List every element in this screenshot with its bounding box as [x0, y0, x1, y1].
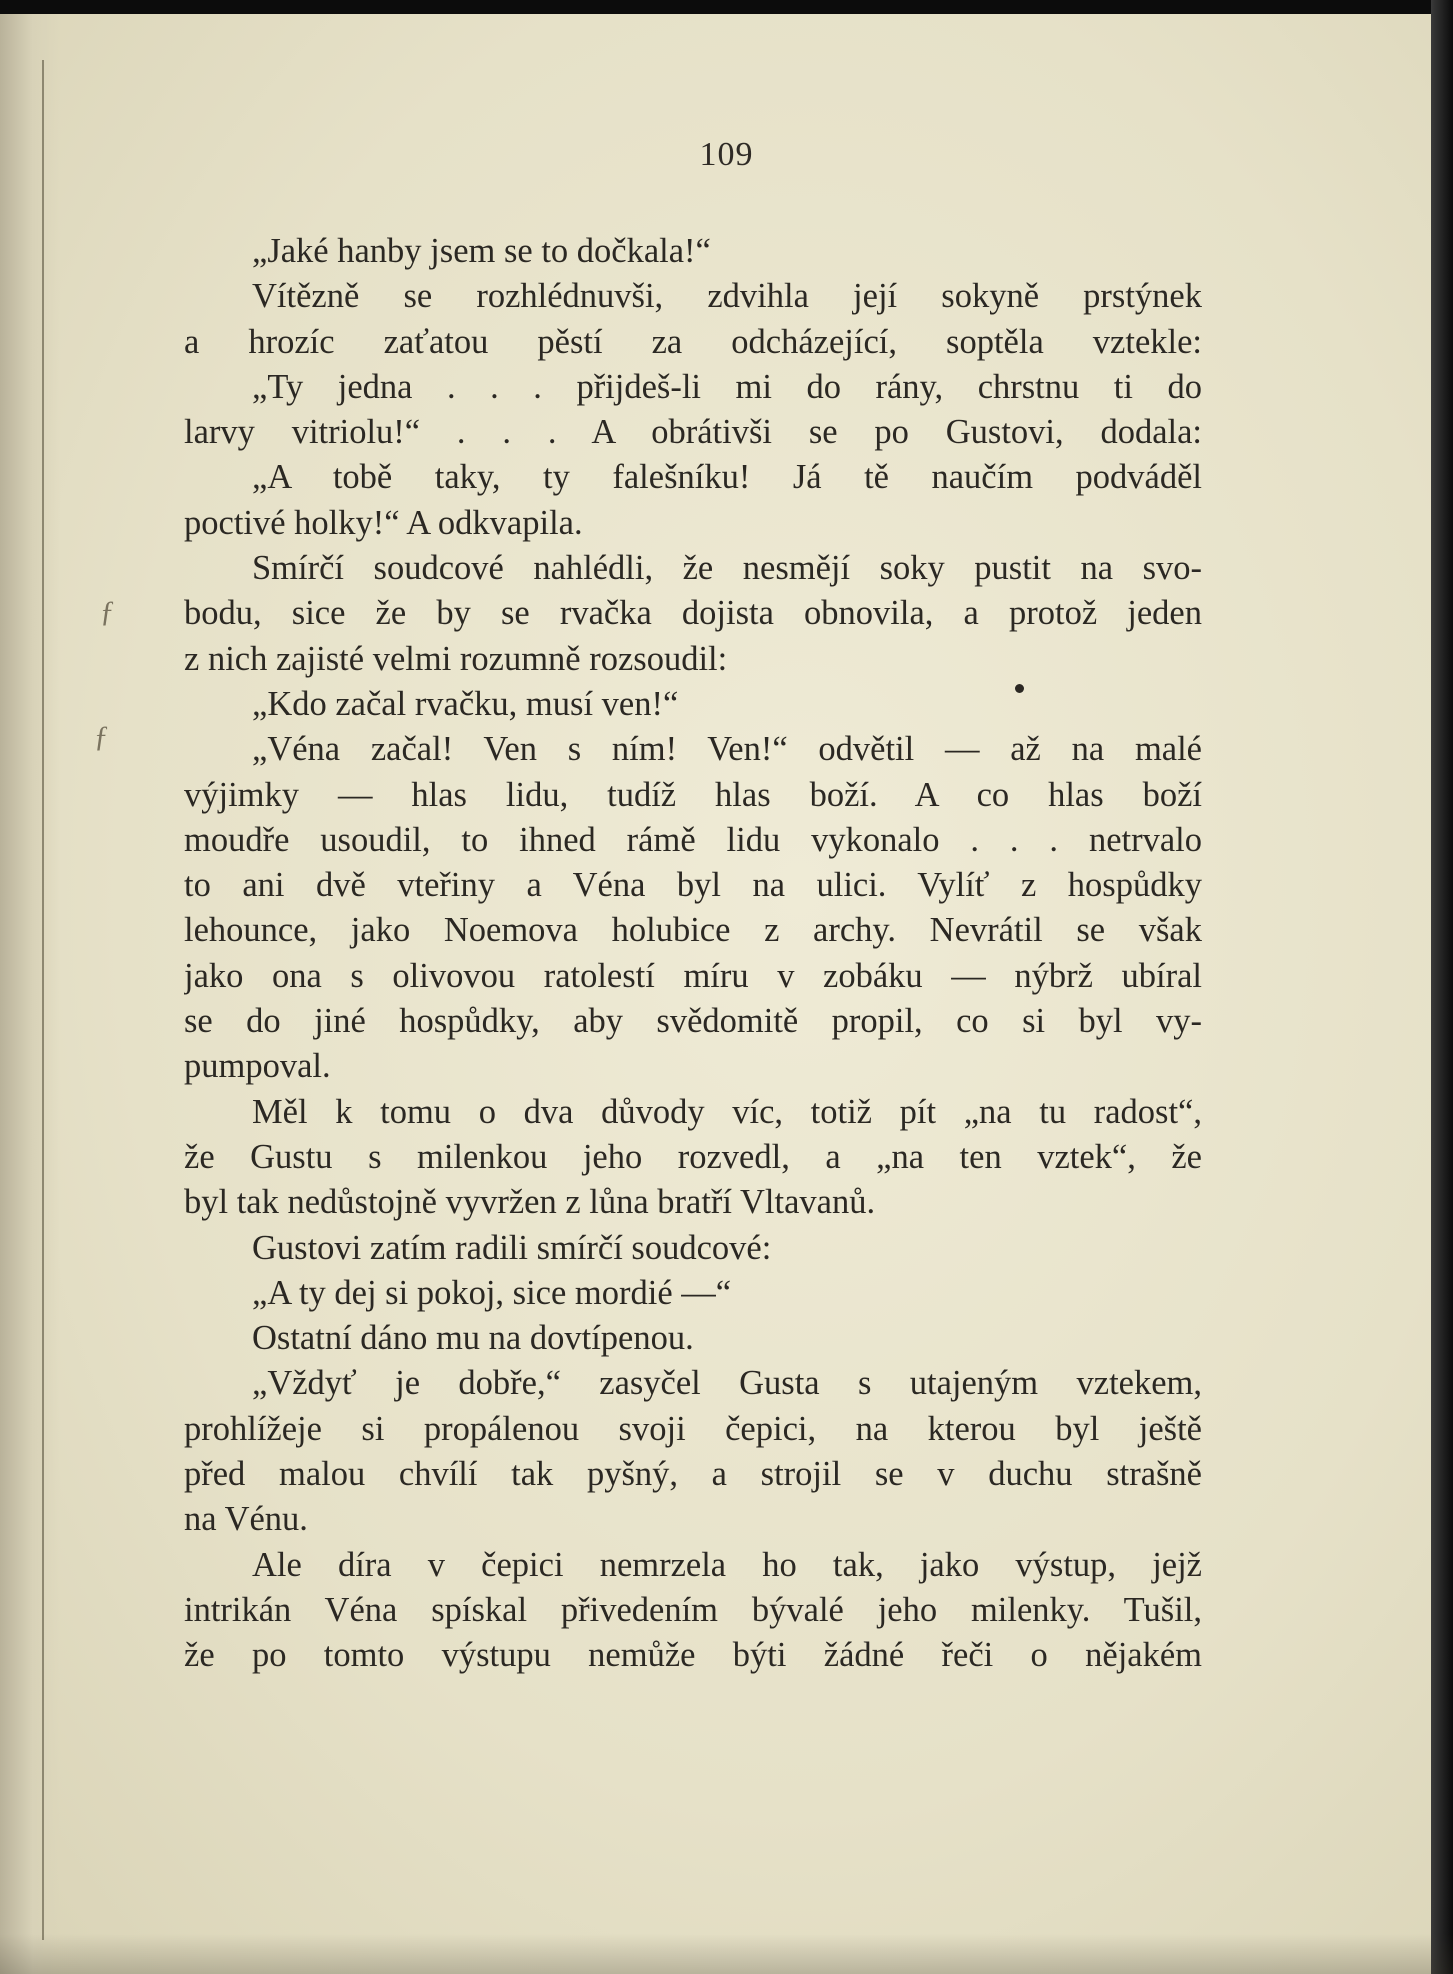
text-line: Ostatní dáno mu na dovtípenou.	[252, 1319, 694, 1358]
text-line: se do jiné hospůdky, aby svědomitě propil, co si byl vy-	[184, 1002, 1202, 1041]
text-line: Gustovi zatím radili smírčí soudcové:	[252, 1228, 772, 1267]
text-line: prohlížeje si propálenou svoji čepici, na kterou byl ještě	[184, 1409, 1202, 1448]
text-line: pumpoval.	[184, 1047, 331, 1086]
text-line: výjimky — hlas lidu, tudíž hlas boží. A co hlas boží	[184, 775, 1202, 814]
text-line: bodu, sice že by se rvačka dojista obnovila, a protož jeden	[184, 594, 1202, 633]
text-line: „Kdo začal rvačku, musí ven!“	[252, 684, 679, 723]
text-line: byl tak nedůstojně vyvržen z lůna bratří Vltavanů.	[184, 1183, 876, 1222]
text-line: larvy vitriolu!“ . . . A obrátivši se po Gustovi, dodala:	[184, 413, 1202, 452]
text-line: moudře usoudil, to ihned rámě lidu vykonalo . . . netrvalo	[184, 820, 1202, 859]
text-line: že Gustu s milenkou jeho rozvedl, a „na ten vztek“, že	[184, 1137, 1202, 1176]
text-line: Vítězně se rozhlédnuvši, zdvihla její sokyně prstýnek	[252, 277, 1202, 316]
scan-right-border	[1431, 0, 1453, 1974]
text-line: Ale díra v čepici nemrzela ho tak, jako výstup, jejž	[252, 1545, 1202, 1584]
text-line: „A ty dej si pokoj, sice mordié —“	[252, 1273, 732, 1312]
text-line: Měl k tomu o dva důvody víc, totiž pít „na tu radost“,	[252, 1092, 1202, 1131]
text-line: „Vždyť je dobře,“ zasyčel Gusta s utajeným vztekem,	[252, 1364, 1202, 1403]
text-line: intrikán Véna spískal přivedením bývalé jeho milenky. Tušil,	[184, 1590, 1202, 1629]
text-line: lehounce, jako Noemova holubice z archy. Nevrátil se však	[184, 911, 1202, 950]
page-number: 109	[699, 136, 754, 173]
margin-smudge: ƒ	[100, 595, 115, 628]
page-gutter-shadow	[0, 14, 60, 1974]
binding-line	[42, 60, 44, 1940]
scan-top-border	[0, 0, 1453, 14]
text-line: „Véna začal! Ven s ním! Ven!“ odvětil — až na malé	[252, 730, 1202, 769]
margin-smudge: ƒ	[94, 720, 109, 753]
ink-dot	[1015, 684, 1024, 693]
text-line: z nich zajisté velmi rozumně rozsoudil:	[184, 639, 728, 678]
text-line: před malou chvílí tak pyšný, a strojil se v duchu strašně	[184, 1455, 1202, 1494]
text-line: poctivé holky!“ A odkvapila.	[184, 503, 583, 542]
text-line: že po tomto výstupu nemůže býti žádné řeči o nějakém	[184, 1636, 1202, 1675]
text-line: „Ty jedna . . . přijdeš-li mi do rány, chrstnu ti do	[252, 367, 1202, 406]
scan-bottom-shadow	[0, 1934, 1453, 1974]
text-line: to ani dvě vteřiny a Véna byl na ulici. Vylíť z hospůdky	[184, 866, 1202, 905]
text-line: jako ona s olivovou ratolestí míru v zobáku — nýbrž ubíral	[184, 956, 1202, 995]
text-line: a hrozíc zaťatou pěstí za odcházející, soptěla vztekle:	[184, 322, 1202, 361]
text-line: „Jaké hanby jsem se to dočkala!“	[252, 232, 711, 270]
text-line: na Vénu.	[184, 1500, 308, 1539]
text-line: Smírčí soudcové nahlédli, že nesmějí soky pustit na svo-	[252, 549, 1202, 588]
page-body-text	[184, 229, 1202, 1679]
text-line: „A tobě taky, ty falešníku! Já tě naučím podváděl	[252, 458, 1202, 497]
